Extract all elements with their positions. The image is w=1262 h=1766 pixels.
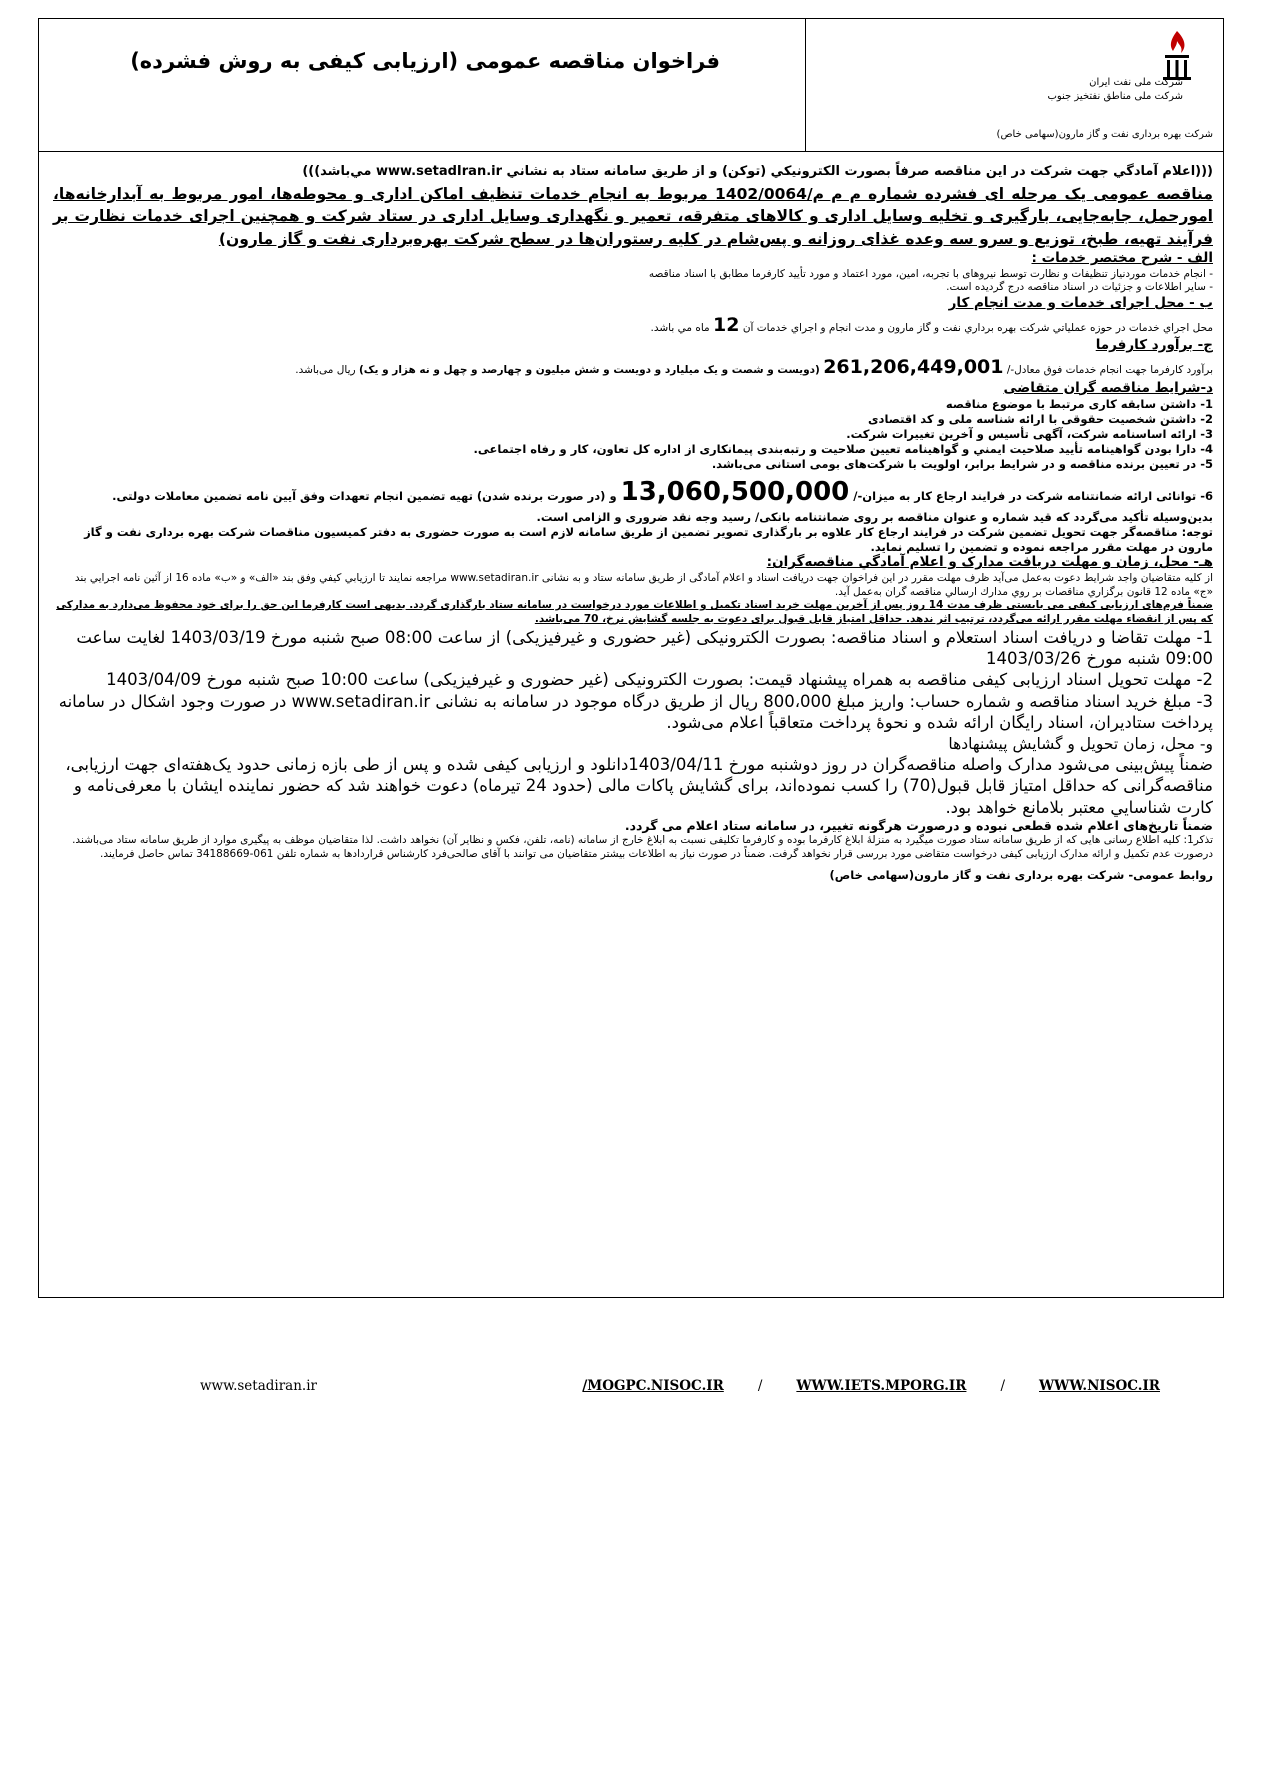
section-a-heading: الف - شرح مختصر خدمات :	[1031, 250, 1213, 267]
nioc-flame-logo-icon	[1157, 29, 1197, 81]
condition-item: 1- داشتن سابقه کاری مرتبط با موضوع مناقصه	[945, 397, 1213, 412]
link-mogpc[interactable]: /MOGPC.NISOC.IR	[582, 1378, 724, 1394]
duration-months: 12	[713, 313, 740, 336]
section-c-heading: ج- برآورد کارفرما	[1095, 337, 1213, 354]
header	[38, 18, 1224, 152]
estimate-amount: 261,206,449,001	[823, 355, 1004, 378]
footer-links	[200, 1378, 1160, 1394]
condition-item: 3- ارائه اساسنامه شرکت، آگهی تأسیس و آخرین تغییرات شرکت.	[846, 427, 1213, 442]
title-box	[39, 19, 805, 151]
link-setadiran[interactable]: www.setadiran.ir	[200, 1378, 317, 1394]
section-b-heading: ب - محل اجرای خدمات و مدت انجام کار	[948, 295, 1213, 312]
deadline-item: 3- مبلغ خرید اسناد مناقصه و شماره حساب: واریز مبلغ 800،000 ریال از طریق درگاه موجود در سامانه به نشانی www.setadiran.ir در صورت وجود اشکال در سامانه پرداخت ستادیران، اسناد رایگان ارائه شده و نحوهٔ پرداخت متعاقباً اعلام می‌شود.	[58, 691, 1213, 733]
section-v-heading: و- محل، زمان تحویل و گشایش پیشنهادها	[948, 734, 1213, 753]
condition-item-6: 6- توانائی ارائه ضمانتنامه شرکت در فرایند ارجاع کار به میزان-/ 13,060,500,000 و (در صورت برنده شدن) تهیه تضمین انجام تعهدات وفق آیین نامه تضمین معاملات دولتی. بدین‌وسیله تأکید می‌گردد که قید شماره و عنوان مناقصه بر روی ضمانتنامه بانکی/ رسید وجه نقد ضروری و الزامی است.	[112, 476, 1213, 524]
section-h-para2: ضمناً فرم‌های ارزیابی کیفی می بایستی ظرف مدت 14 روز پس از آخرین مهلت خرید اسناد تکمیل و اطلاعات مورد درخواست در سامانه ستاد بارگذاری گردد. بدیهی است کارفرما این حق را برای خود محفوظ می‌دارد به مدارکی که پس از انقضاء مهلت مقرر ارائه می‌گردد، ترتیب اثر ندهد. حداقل امتیاز قابل قبول برای دعوت به جلسه گشایش نرخ، 70 می‌باشد.	[56, 599, 1213, 625]
opening-note: ضمناً پیش‌بینی می‌شود مدارک واصله مناقصه‌گران در روز دوشنبه مورخ 1403/04/11دانلود و ارزیابی کیفی شده و پس از طی بازه زمانی حدود یک‌هفته‌ای جهت ارزیابی، مناقصه‌گرانی که حداقل امتیاز قابل قبول(70) را کسب نموده‌اند، برای گشایش پاکات مالی (حدود 24 تیرماه) دعوت خواهند شد که حضور نماینده ایشان با معرفی‌نامه و کارت شناسايي معتبر بلامانع خواهد بود.	[65, 754, 1213, 817]
intro-notice: (((اعلام آمادگي جهت شرکت در این مناقصه صرفاً بصورت الکترونیکي (توکن) و از طريق سامانه ستاد به نشاني www.setadIran.ir مي‌باشد)))	[302, 164, 1213, 179]
document-body	[38, 152, 1224, 1298]
link-iets[interactable]: WWW.IETS.MPORG.IR	[796, 1378, 967, 1394]
footnote: تذکر1: کلیه اطلاع رسانی هایی که از طریق سامانه ستاد صورت میگیرد به منزلهٔ ابلاغ کارفرما بوده و کارفرما تکلیفی نسبت به ابلاغ خارج از سامانه (نامه، تلفن، فکس و نظایر آن) نخواهد داشت. لذا متقاضیان موظف به پیگیری موارد از طریق سامانه ستاد می‌باشند. درصورت عدم تکمیل و ارائه مدارک ارزیابی کیفی درخواست متقاضی مورد بررسی قرار نخواهد گرفت. ضمناً در صورت نیاز به اطلاعات بیشتر متقاضیان می توانند با آقای صالحی‌فرد کارشناس قراردادها به شماره تلفن 061-34188669 تماس حاصل فرمایند.	[72, 834, 1213, 861]
company-name-line2: شرکت ملی مناطق نفتخیز جنوب	[1047, 91, 1183, 102]
deadline-item: 1- مهلت تقاضا و دریافت اسناد استعلام و اسناد مناقصه: بصورت الکترونیکی (غیر حضوری و غیرفیزیکی) از ساعت 08:00 صبح شنبه مورخ 1403/03/19 لغایت ساعت 09:00 شنبه مورخ 1403/03/26	[76, 627, 1213, 668]
section-a-item: - سایر اطلاعات و جزئیات در اسناد مناقصه درج گردیده است.	[946, 281, 1213, 294]
section-h-heading: هـ- محل، زمان و مهلت دریافت مدارک و اعلام آمادگي مناقصه‌گران:	[766, 554, 1213, 571]
company-logo-box	[805, 19, 1223, 151]
tender-title: مناقصه عمومی یک مرحله ای فشرده شماره م م م/1402/0064 مربوط به انجام خدمات تنظیف اماکن اداری و محوطه‌ها، امور مربوط به آبدارخانه‌ها، امورحمل، جابه‌جایی، بارگیری و تخلیه وسایل اداری و کالاهای متفرقه، تعمیر و نگهداری وسایل اداری در ستاد شرکت و همچنین اجرای خدمات نظارت بر فرآیند تهیه، طبخ، توزیع و سرو سه وعده غذای روزانه و پس‌شام در کلیه رستوران‌ها در سطح شرکت بهره‌برداری نفت و گاز مارون)	[53, 184, 1213, 248]
guarantee-amount: 13,060,500,000	[620, 476, 850, 507]
section-h-para1: از کلیه متقاضیان واجد شرایط دعوت به‌عمل می‌آید ظرف مهلت مقرر در این فراخوان جهت دریافت اسناد و اعلام آمادگی از طریق سامانه ستاد و به نشانی www.setadiran.ir مراجعه نمایند تا ارزيابي كيفي وفق بند «الف» و «ب» ماده 16 از آئين نامه اجرايي بند «ج» ماده 12 قانون برگزاري مناقصات بر روي مدارك ارسالي مناقصه گران به‌عمل آید.	[74, 571, 1213, 598]
link-nisoc[interactable]: WWW.NISOC.IR	[1039, 1378, 1160, 1394]
section-a-item: - انجام خدمات موردنیاز تنظیفات و نظارت توسط نیروهای با تجربه، امین، مورد اعتماد و مورد تأیید کارفرما مطابق با اسناد مناقصه	[648, 267, 1213, 280]
condition-item: 5- در تعیین برنده مناقصه و در شرایط برابر، اولویت با شرکت‌های بومی استانی می‌باشد.	[711, 456, 1213, 471]
section-d-heading: د-شرایط مناقصه گران متقاضی	[1003, 379, 1213, 396]
condition-item: 4- دارا بودن گواهینامه تأیید صلاحیت ایمني و گواهینامه تعیین صلاحیت و رتبه‌بندی پیمانکاری از اداره کل تعاون، کار و رفاه اجتماعی.	[473, 441, 1213, 456]
link-separator: /	[757, 1378, 763, 1394]
company-name-line3: شرکت بهره برداری نفت و گاز مارون(سهامی خاص)	[996, 129, 1213, 140]
link-group	[582, 1378, 1160, 1394]
section-b-text: محل اجراي خدمات در حوزه عملياتي شركت بهره برداري نفت و گاز مارون و مدت انجام و اجراي خدمات آن 12 ماه مي باشد.	[650, 313, 1213, 336]
guarantee-note: توجه: مناقصه‌گر جهت تحویل تضمین شرکت در فرایند ارجاع کار علاوه بر بارگذاری تصویر تضمین از طریق سامانه لازم است به صورت حضوری به دفتر کمیسیون مناقصات شرکت بهره برداری نفت و گاز مارون در مهلت مقرر مراجعه نموده و تضمین را تسلیم نماید.	[84, 524, 1213, 554]
section-c-text: برآورد کارفرما جهت انجام خدمات فوق معادل-/ 261,206,449,001 (دویست و شصت و یک میلیارد و دویست و شش میلیون و چهارصد و چهل و نه هزار و یک) ریال می‌باشد.	[295, 355, 1213, 378]
deadline-item: 2- مهلت تحویل اسناد ارزیابی کیفی مناقصه به همراه پیشنهاد قیمت: بصورت الکترونیکی (غیر حضوری و غیرفیزیکی) ساعت 10:00 صبح شنبه مورخ 1403/04/09	[106, 670, 1213, 690]
company-name-line1: شرکت ملی نفت ایران	[1089, 77, 1183, 88]
link-separator: /	[1000, 1378, 1005, 1394]
final-note: ضمناً تاریخ‌های اعلام شده قطعی نبوده و درصورت هرگونه تغییر، در سامانه ستاد اعلام می گردد.	[624, 818, 1213, 834]
page-title: فراخوان مناقصه عمومی (ارزیابی کیفی به روش فشرده)	[130, 49, 720, 73]
document-page	[38, 18, 1224, 1298]
condition-item: 2- داشتن شخصیت حقوقی با ارائه شناسه ملی و کد اقتصادی	[868, 412, 1213, 427]
signature: روابط عمومی- شرکت بهره برداری نفت و گاز مارون(سهامی خاص)	[829, 867, 1213, 882]
